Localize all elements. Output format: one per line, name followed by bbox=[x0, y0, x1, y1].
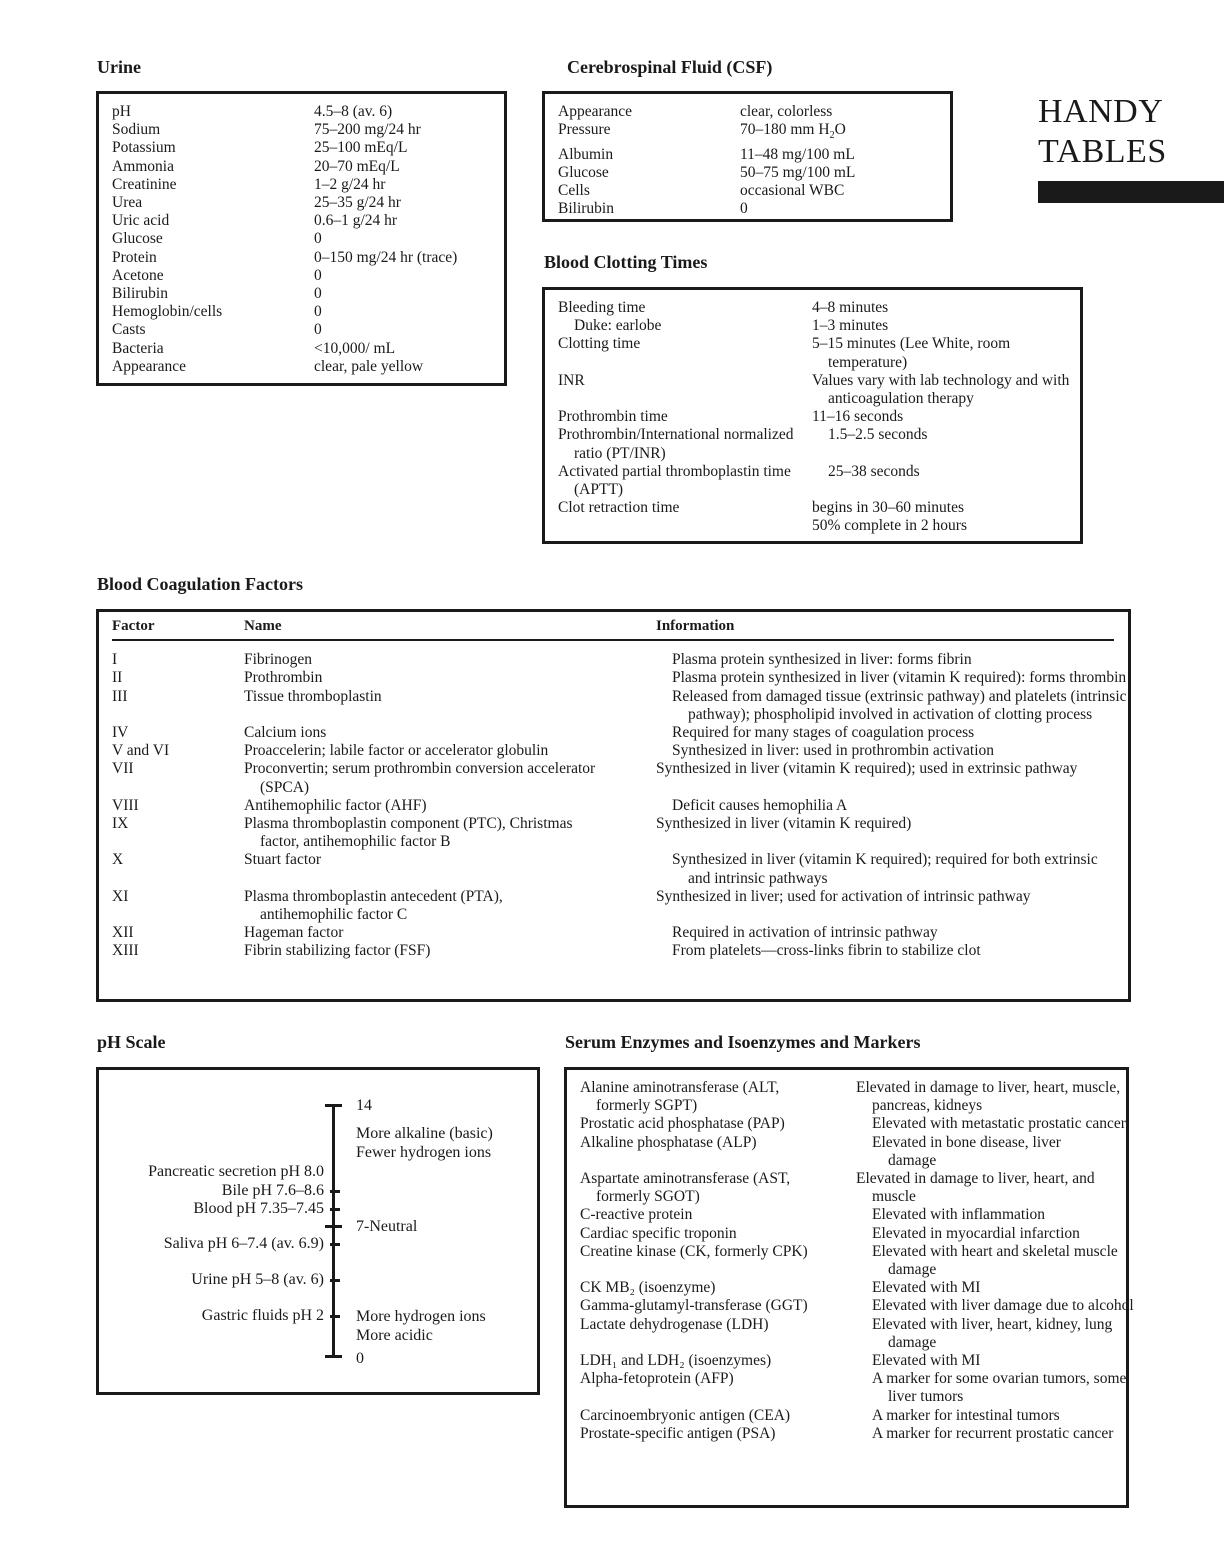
enzyme-info: Elevated with MI bbox=[872, 1279, 981, 1297]
info-cell: Plasma protein synthesized in liver (vitamin K required): forms thrombin bbox=[672, 669, 1127, 687]
row-label: Urea bbox=[112, 194, 143, 212]
row-label: Bilirubin bbox=[112, 285, 168, 303]
info-cell: Deficit causes hemophilia A bbox=[672, 796, 848, 814]
row-value: 1.5–2.5 seconds bbox=[828, 426, 928, 444]
row-value: <10,000/ mL bbox=[314, 339, 396, 357]
row-label: Cells bbox=[558, 181, 590, 199]
table-row bbox=[112, 121, 457, 139]
row-value: 4.5–8 (av. 6) bbox=[314, 103, 393, 120]
row-value: 0 bbox=[314, 321, 322, 339]
row-label: Clot retraction time bbox=[558, 499, 680, 517]
table-row bbox=[112, 194, 457, 212]
table-row bbox=[580, 1170, 1120, 1206]
row-value: clear, colorless bbox=[740, 103, 833, 120]
header-information: Information bbox=[656, 618, 735, 634]
table-row bbox=[558, 426, 1074, 462]
ph-axis-line bbox=[332, 1104, 335, 1357]
alkaline-line-1: More alkaline (basic) bbox=[356, 1125, 493, 1142]
table-row bbox=[558, 121, 855, 145]
table-row bbox=[112, 888, 1114, 924]
enzyme-info: Elevated in damage to liver, heart, and muscle bbox=[856, 1170, 1095, 1206]
acidic-line-2: More acidic bbox=[356, 1327, 433, 1344]
table-row bbox=[558, 164, 855, 182]
row-value: 11–48 mg/100 mL bbox=[740, 145, 855, 163]
factor-cell: XII bbox=[112, 924, 134, 942]
table-row bbox=[112, 303, 457, 321]
table-row bbox=[580, 1297, 1134, 1315]
ph-acidic-note bbox=[356, 1307, 486, 1345]
row-label: Casts bbox=[112, 321, 146, 339]
coagulation-table bbox=[112, 617, 1127, 961]
page-heading bbox=[1038, 92, 1167, 172]
enzyme-info: Elevated in bone disease, liver damage bbox=[872, 1133, 1061, 1169]
info-cell: Synthesized in liver (vitamin K required) bbox=[656, 815, 912, 833]
row-value: 25–35 g/24 hr bbox=[314, 194, 401, 212]
enzyme-info: Elevated with liver damage due to alcohol bbox=[872, 1297, 1134, 1315]
row-label: Activated partial thromboplastin time (APTT) bbox=[558, 462, 791, 499]
heading-bar bbox=[1038, 181, 1224, 203]
ph-tick-14 bbox=[325, 1104, 342, 1107]
row-label: Appearance bbox=[558, 103, 633, 120]
urine-title: Urine bbox=[97, 57, 141, 77]
table-row bbox=[558, 200, 855, 218]
row-label: Creatinine bbox=[112, 175, 177, 193]
name-cell: Fibrin stabilizing factor (FSF) bbox=[244, 942, 431, 960]
table-row bbox=[112, 267, 457, 285]
row-label: Hemoglobin/cells bbox=[112, 303, 223, 321]
row-label: Albumin bbox=[558, 145, 614, 163]
ph-top-value: 14 bbox=[356, 1097, 372, 1114]
clotting-title: Blood Clotting Times bbox=[544, 252, 708, 272]
row-label: Potassium bbox=[112, 139, 176, 157]
table-row bbox=[558, 182, 855, 200]
factor-cell: X bbox=[112, 851, 124, 869]
info-cell: Required for many stages of coagulation process bbox=[672, 724, 975, 742]
enzyme-info: Elevated in myocardial infarction bbox=[872, 1224, 1080, 1242]
row-value: 5–15 minutes (Lee White, room temperature) bbox=[812, 335, 1011, 371]
enzyme-info: Elevated with metastatic prostatic cancer bbox=[872, 1115, 1126, 1133]
ph-marker-saliva: Saliva pH 6–7.4 (av. 6.9) bbox=[163, 1235, 324, 1252]
enzyme-info: Elevated with heart and skeletal muscle damage bbox=[872, 1242, 1118, 1279]
header-name: Name bbox=[244, 618, 282, 634]
info-cell: From platelets—cross-links fibrin to stabilize clot bbox=[672, 942, 981, 960]
table-row bbox=[580, 1079, 1120, 1115]
row-value: Values vary with lab technology and with anticoagulation therapy bbox=[812, 371, 1070, 408]
acidic-line-1: More hydrogen ions bbox=[356, 1308, 486, 1325]
table-row bbox=[112, 797, 1114, 815]
info-cell: Plasma protein synthesized in liver: forms fibrin bbox=[672, 651, 972, 669]
ph-marker-urine: Urine pH 5–8 (av. 6) bbox=[191, 1271, 324, 1288]
table-row bbox=[112, 669, 1127, 687]
row-label: INR bbox=[558, 371, 585, 389]
csf-table bbox=[558, 103, 855, 218]
name-cell: Antihemophilic factor (AHF) bbox=[244, 796, 427, 814]
factor-cell: III bbox=[112, 687, 128, 705]
row-value: 0–150 mg/24 hr (trace) bbox=[314, 248, 458, 266]
factor-cell: II bbox=[112, 669, 123, 687]
coagulation-title: Blood Coagulation Factors bbox=[97, 574, 304, 594]
name-cell: Proconvertin; serum prothrombin conversion accelerator (SPCA) bbox=[244, 760, 596, 796]
table-row bbox=[112, 340, 457, 358]
table-row bbox=[558, 146, 855, 164]
table-row bbox=[558, 103, 855, 121]
ph-alkaline-note bbox=[356, 1124, 493, 1162]
table-row bbox=[112, 139, 457, 157]
ph-neutral-label: 7-Neutral bbox=[356, 1218, 418, 1235]
enzyme-info: A marker for some ovarian tumors, some liver tumors bbox=[872, 1370, 1127, 1406]
enzyme-name: Lactate dehydrogenase (LDH) bbox=[580, 1315, 769, 1333]
table-row bbox=[112, 321, 457, 339]
row-value: occasional WBC bbox=[740, 181, 845, 199]
row-label: Uric acid bbox=[112, 212, 170, 230]
enzyme-name: Prostatic acid phosphatase (PAP) bbox=[580, 1115, 785, 1133]
table-row bbox=[580, 1316, 1120, 1352]
row-value: begins in 30–60 minutes bbox=[812, 499, 964, 517]
ph-tick-7 bbox=[325, 1225, 342, 1228]
info-cell: Required in activation of intrinsic pathway bbox=[672, 924, 938, 942]
ph-tick-urine bbox=[330, 1279, 340, 1282]
enzyme-info: Elevated with inflammation bbox=[872, 1206, 1046, 1224]
enzyme-info: Elevated with MI bbox=[872, 1352, 981, 1370]
enzyme-name: CK MB₂ (isoenzyme) bbox=[580, 1279, 716, 1297]
table-row bbox=[112, 760, 1114, 796]
table-row bbox=[580, 1352, 1120, 1370]
row-label: Prothrombin time bbox=[558, 408, 668, 426]
ph-scale-title: pH Scale bbox=[97, 1032, 166, 1052]
row-label: Bacteria bbox=[112, 339, 164, 357]
row-label: Ammonia bbox=[112, 157, 174, 175]
row-value: 0 bbox=[314, 230, 322, 248]
table-row bbox=[580, 1407, 1120, 1425]
info-cell: Synthesized in liver (vitamin K required); used in extrinsic pathway bbox=[656, 760, 1078, 778]
alkaline-line-2: Fewer hydrogen ions bbox=[356, 1144, 492, 1161]
row-label: Duke: earlobe bbox=[574, 317, 662, 335]
name-cell: Tissue thromboplastin bbox=[244, 687, 382, 705]
factor-cell: V and VI bbox=[112, 742, 170, 760]
enzyme-name: Gamma-glutamyl-transferase (GGT) bbox=[580, 1297, 808, 1315]
table-row bbox=[580, 1206, 1120, 1224]
enzyme-name: Alkaline phosphatase (ALP) bbox=[580, 1133, 757, 1151]
row-value: 0 bbox=[740, 200, 748, 218]
row-value: 25–100 mEq/L bbox=[314, 139, 408, 157]
table-row bbox=[112, 358, 457, 376]
row-label: Prothrombin/International normalized ratio (PT/INR) bbox=[558, 426, 794, 462]
row-value: 50% complete in 2 hours bbox=[812, 517, 967, 535]
factor-cell: IV bbox=[112, 724, 129, 742]
csf-title: Cerebrospinal Fluid (CSF) bbox=[567, 57, 773, 77]
table-row bbox=[558, 317, 1074, 335]
name-cell: Stuart factor bbox=[244, 851, 322, 869]
ph-marker-bile: Bile pH 7.6–8.6 bbox=[221, 1182, 324, 1199]
table-row bbox=[112, 212, 457, 230]
enzyme-info: A marker for recurrent prostatic cancer bbox=[872, 1424, 1114, 1442]
ph-tick-bile bbox=[330, 1190, 340, 1193]
row-value: 75–200 mg/24 hr bbox=[314, 121, 421, 139]
row-value: 4–8 minutes bbox=[812, 299, 889, 316]
ph-marker-pancreatic: Pancreatic secretion pH 8.0 bbox=[148, 1163, 324, 1180]
row-value: 20–70 mEq/L bbox=[314, 157, 400, 175]
table-row bbox=[112, 687, 1127, 724]
enzyme-name: Cardiac specific troponin bbox=[580, 1224, 737, 1242]
enzyme-info: A marker for intestinal tumors bbox=[872, 1406, 1060, 1424]
row-label: Appearance bbox=[112, 357, 187, 375]
header-factor: Factor bbox=[112, 618, 155, 634]
enzyme-info: Elevated in damage to liver, heart, muscle, pancreas, kidneys bbox=[856, 1079, 1121, 1115]
serum-table bbox=[580, 1079, 1134, 1443]
table-row bbox=[558, 517, 1074, 535]
name-cell: Hageman factor bbox=[244, 924, 344, 942]
factor-cell: XI bbox=[112, 887, 129, 905]
table-row bbox=[112, 230, 457, 248]
table-row bbox=[580, 1115, 1126, 1133]
row-label: Pressure bbox=[558, 121, 611, 139]
ph-tick-gastric bbox=[330, 1315, 340, 1318]
table-row bbox=[558, 372, 1074, 408]
row-value: 0 bbox=[314, 303, 322, 321]
row-label: Acetone bbox=[112, 266, 164, 284]
table-row bbox=[112, 924, 1114, 942]
table-row bbox=[112, 176, 457, 194]
name-cell: Plasma thromboplastin component (PTC), Christmas factor, antihemophilic factor B bbox=[244, 815, 573, 851]
row-value: 1–2 g/24 hr bbox=[314, 175, 386, 193]
enzyme-info: Elevated with liver, heart, kidney, lung damage bbox=[872, 1315, 1113, 1351]
enzyme-name: Aspartate aminotransferase (AST, formerly SGOT) bbox=[580, 1170, 791, 1206]
table-row bbox=[112, 815, 1114, 851]
ph-tick-saliva bbox=[330, 1243, 340, 1246]
name-cell: Fibrinogen bbox=[244, 651, 313, 669]
table-row bbox=[112, 742, 1114, 760]
enzyme-name: Alanine aminotransferase (ALT, formerly SGPT) bbox=[580, 1079, 780, 1115]
info-cell: Synthesized in liver (vitamin K required); required for both extrinsic and intrinsic pathways bbox=[672, 851, 1098, 887]
row-value: 50–75 mg/100 mL bbox=[740, 163, 856, 181]
table-row bbox=[112, 158, 457, 176]
table-row bbox=[580, 1243, 1120, 1279]
row-value: 11–16 seconds bbox=[812, 408, 904, 426]
clotting-table bbox=[558, 299, 1074, 536]
row-label: Glucose bbox=[558, 163, 609, 181]
table-row bbox=[112, 249, 457, 267]
table-row bbox=[558, 299, 1074, 317]
factor-cell: XIII bbox=[112, 942, 139, 960]
factor-cell: IX bbox=[112, 815, 129, 833]
ph-marker-gastric: Gastric fluids pH 2 bbox=[201, 1307, 324, 1324]
enzyme-name: C-reactive protein bbox=[580, 1206, 693, 1224]
value-text: O bbox=[834, 121, 846, 139]
row-label bbox=[558, 517, 812, 535]
table-row bbox=[558, 408, 1074, 426]
subscript: 2 bbox=[829, 130, 835, 142]
table-row bbox=[580, 1225, 1120, 1243]
ph-scale-box bbox=[96, 1067, 540, 1395]
table-header bbox=[112, 617, 1114, 641]
enzyme-name: Prostate-specific antigen (PSA) bbox=[580, 1424, 776, 1442]
name-cell: Proaccelerin; labile factor or accelerator globulin bbox=[244, 742, 549, 760]
table-row bbox=[112, 103, 457, 121]
table-row bbox=[112, 285, 457, 303]
heading-line-2: TABLES bbox=[1038, 133, 1167, 170]
row-label: Bleeding time bbox=[558, 299, 646, 316]
row-label: Clotting time bbox=[558, 335, 641, 353]
row-value: 0.6–1 g/24 hr bbox=[314, 212, 398, 230]
row-label: pH bbox=[112, 103, 131, 120]
enzyme-name: Carcinoembryonic antigen (CEA) bbox=[580, 1406, 791, 1424]
enzyme-name: Creatine kinase (CK, formerly CPK) bbox=[580, 1242, 808, 1260]
enzyme-name: Alpha-fetoprotein (AFP) bbox=[580, 1370, 734, 1388]
row-value: 25–38 seconds bbox=[828, 462, 920, 480]
ph-bottom-value: 0 bbox=[356, 1350, 364, 1367]
enzyme-name: LDH₁ and LDH₂ (isoenzymes) bbox=[580, 1352, 772, 1370]
table-row bbox=[580, 1279, 1120, 1297]
table-row bbox=[112, 651, 1114, 669]
factor-cell: I bbox=[112, 651, 118, 669]
row-value: clear, pale yellow bbox=[314, 357, 424, 375]
table-row bbox=[558, 499, 1074, 517]
info-cell: Synthesized in liver: used in prothrombin activation bbox=[672, 742, 994, 760]
table-row bbox=[580, 1134, 1120, 1170]
ph-tick-0 bbox=[325, 1355, 342, 1358]
value-text: 70–180 mm H bbox=[740, 121, 830, 139]
ph-marker-blood: Blood pH 7.35–7.45 bbox=[193, 1200, 324, 1217]
urine-table bbox=[112, 103, 457, 376]
table-row bbox=[558, 335, 1074, 371]
info-cell: Released from damaged tissue (extrinsic pathway) and platelets (intrinsic pathway); phospholipid involved in activation of clotting process bbox=[672, 687, 1127, 723]
name-cell: Plasma thromboplastin antecedent (PTA), antihemophilic factor C bbox=[244, 887, 503, 924]
heading-line-1: HANDY bbox=[1038, 93, 1164, 130]
table-row bbox=[580, 1370, 1127, 1406]
row-label: Protein bbox=[112, 248, 157, 266]
serum-title: Serum Enzymes and Isoenzymes and Markers bbox=[565, 1032, 921, 1052]
row-value: 0 bbox=[314, 266, 322, 284]
row-label: Sodium bbox=[112, 121, 161, 139]
row-value bbox=[740, 121, 846, 145]
factor-cell: VII bbox=[112, 760, 134, 778]
ph-tick-blood bbox=[330, 1208, 340, 1211]
table-row bbox=[112, 724, 1114, 742]
table-row bbox=[112, 851, 1114, 887]
row-label: Glucose bbox=[112, 230, 163, 248]
table-row bbox=[112, 942, 1114, 960]
factor-cell: VIII bbox=[112, 796, 139, 814]
row-value: 1–3 minutes bbox=[812, 317, 889, 335]
row-value: 0 bbox=[314, 285, 322, 303]
row-label: Bilirubin bbox=[558, 200, 614, 218]
name-cell: Calcium ions bbox=[244, 724, 327, 742]
name-cell: Prothrombin bbox=[244, 669, 323, 687]
info-cell: Synthesized in liver; used for activation of intrinsic pathway bbox=[656, 887, 1031, 905]
table-row bbox=[558, 463, 1074, 499]
table-row bbox=[580, 1425, 1120, 1443]
